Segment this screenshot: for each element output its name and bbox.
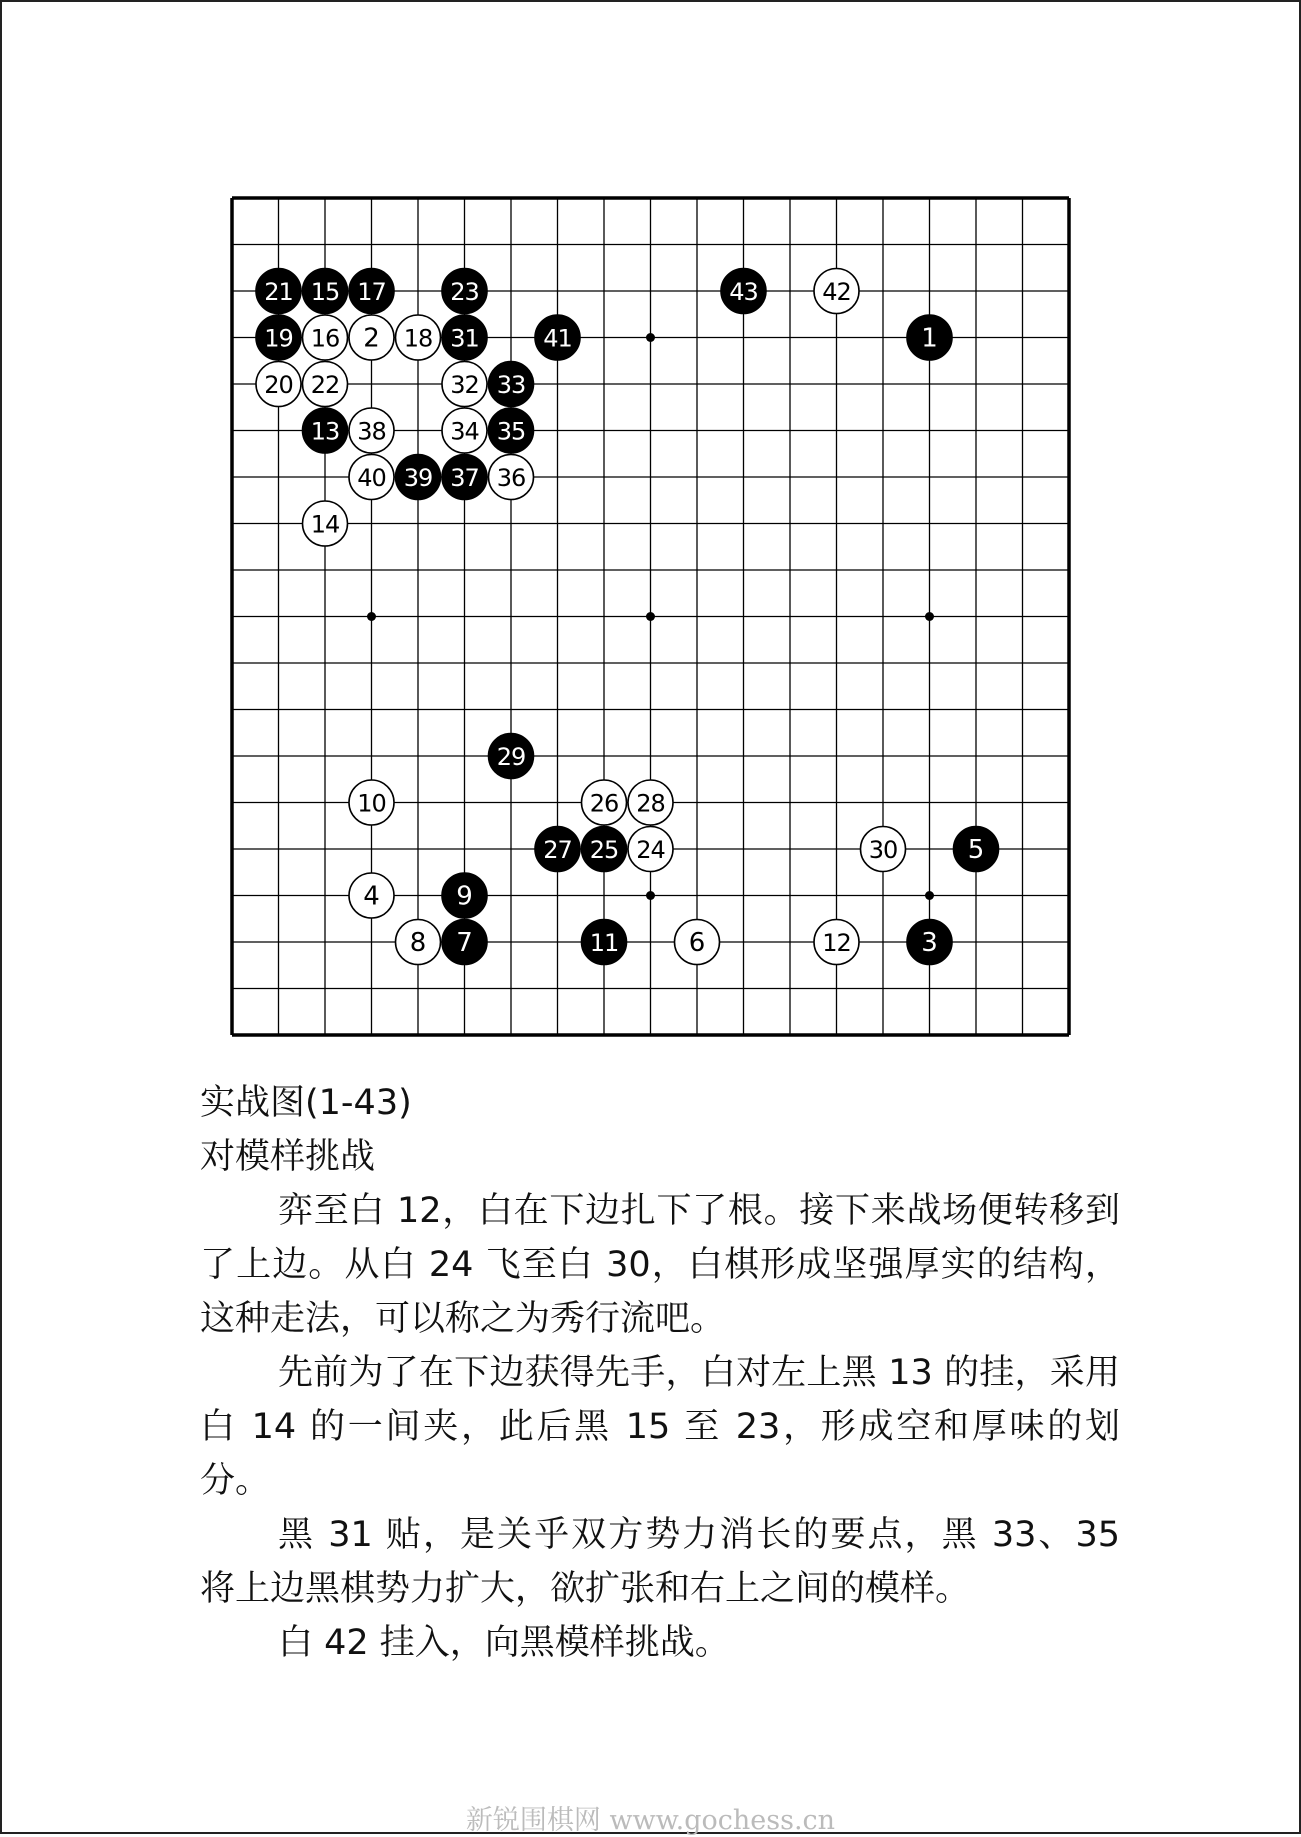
move-number: 42: [822, 278, 851, 306]
stone-20: [256, 362, 301, 407]
star-point: [646, 333, 655, 342]
move-number: 11: [589, 929, 619, 957]
move-number: 27: [543, 836, 572, 864]
move-number: 4: [363, 881, 380, 912]
star-point: [925, 891, 934, 900]
stone-41: [535, 315, 580, 360]
diagram-title: 实战图(1-43): [200, 1083, 412, 1123]
stone-22: [303, 362, 348, 407]
stone-3: [907, 920, 952, 965]
stone-38: [349, 408, 394, 453]
stone-13: [303, 408, 348, 453]
stone-25: [582, 827, 627, 872]
stone-6: [675, 920, 720, 965]
stone-5: [954, 827, 999, 872]
move-number: 40: [357, 464, 386, 492]
stone-15: [303, 269, 348, 314]
move-number: 20: [264, 371, 293, 399]
stone-29: [489, 734, 534, 779]
star-point: [646, 612, 655, 621]
stone-40: [349, 455, 394, 500]
site-watermark: 新锐围棋网 www.gochess.cn: [465, 1805, 836, 1836]
move-number: 6: [688, 928, 706, 958]
commentary: [200, 1076, 1120, 1670]
stone-8: [396, 920, 441, 965]
stone-1: [907, 315, 952, 360]
stone-39: [396, 455, 441, 500]
move-number: 24: [636, 836, 665, 864]
stone-27: [535, 827, 580, 872]
stone-18: [396, 315, 441, 360]
stone-35: [489, 408, 534, 453]
move-number: 5: [967, 835, 985, 865]
move-number: 13: [310, 417, 340, 446]
stone-43: [721, 269, 766, 314]
move-number: 19: [264, 324, 293, 353]
stone-37: [442, 455, 487, 500]
move-number: 1: [921, 323, 938, 354]
paragraph-3: 黑 31 贴，是关乎双方势力消长的要点，黑 33、35 将上边黑棋势力扩大，欲扩张和右上之间的模样。: [200, 1515, 1120, 1609]
section-subtitle: 对模样挑战: [200, 1137, 376, 1177]
move-number: 37: [450, 464, 479, 492]
move-number: 10: [357, 789, 386, 818]
move-number: 22: [310, 371, 340, 399]
move-number: 36: [496, 464, 526, 492]
move-number: 9: [456, 881, 473, 912]
stone-23: [442, 269, 487, 314]
stone-31: [442, 315, 487, 360]
stone-24: [628, 827, 673, 872]
move-number: 43: [729, 278, 758, 306]
stone-9: [442, 873, 487, 918]
move-number: 31: [450, 324, 479, 353]
move-number: 28: [636, 789, 665, 818]
stone-2: [349, 315, 394, 360]
stone-7: [442, 920, 487, 965]
go-board-diagram: [230, 196, 1072, 1038]
paragraph-1: 弈至白 12，白在下边扎下了根。接下来战场便转移到了上边。从白 24 飞至白 30，白棋形成坚强厚实的结构，这种走法，可以称之为秀行流吧。: [200, 1191, 1120, 1339]
stone-16: [303, 315, 348, 360]
move-number: 17: [357, 278, 386, 306]
move-number: 12: [822, 929, 851, 957]
move-number: 34: [450, 417, 479, 446]
stone-42: [814, 269, 859, 314]
move-number: 33: [496, 371, 526, 399]
star-point: [646, 891, 655, 900]
move-number: 3: [921, 928, 938, 958]
stone-11: [582, 920, 627, 965]
stone-17: [349, 269, 394, 314]
stone-28: [628, 780, 673, 825]
move-number: 25: [589, 836, 619, 864]
star-point: [925, 612, 934, 621]
star-point: [367, 612, 376, 621]
move-number: 23: [450, 278, 479, 306]
move-number: 26: [589, 789, 619, 818]
move-number: 32: [450, 371, 479, 399]
move-number: 38: [357, 417, 386, 446]
stone-4: [349, 873, 394, 918]
stone-26: [582, 780, 627, 825]
move-number: 35: [496, 417, 526, 446]
move-number: 39: [403, 464, 433, 492]
stone-10: [349, 780, 394, 825]
move-number: 16: [310, 324, 340, 353]
stone-34: [442, 408, 487, 453]
paragraph-2: 先前为了在下边获得先手，白对左上黑 13 的挂，采用白 14 的一间夹，此后黑 15 至 23，形成空和厚味的划分。: [200, 1353, 1120, 1501]
stone-21: [256, 269, 301, 314]
paragraph-4: 白 42 挂入，向黑模样挑战。: [278, 1623, 730, 1663]
stone-14: [303, 501, 348, 546]
move-number: 2: [363, 323, 380, 354]
stone-30: [861, 827, 906, 872]
move-number: 30: [868, 836, 898, 864]
move-number: 29: [496, 743, 526, 771]
move-number: 15: [310, 278, 340, 306]
stone-32: [442, 362, 487, 407]
move-number: 41: [543, 324, 572, 353]
move-number: 7: [456, 928, 473, 958]
stone-12: [814, 920, 859, 965]
move-number: 8: [409, 928, 427, 958]
move-number: 14: [310, 510, 340, 539]
move-number: 21: [264, 278, 293, 306]
stone-33: [489, 362, 534, 407]
stone-19: [256, 315, 301, 360]
move-number: 18: [403, 324, 433, 353]
stone-36: [489, 455, 534, 500]
